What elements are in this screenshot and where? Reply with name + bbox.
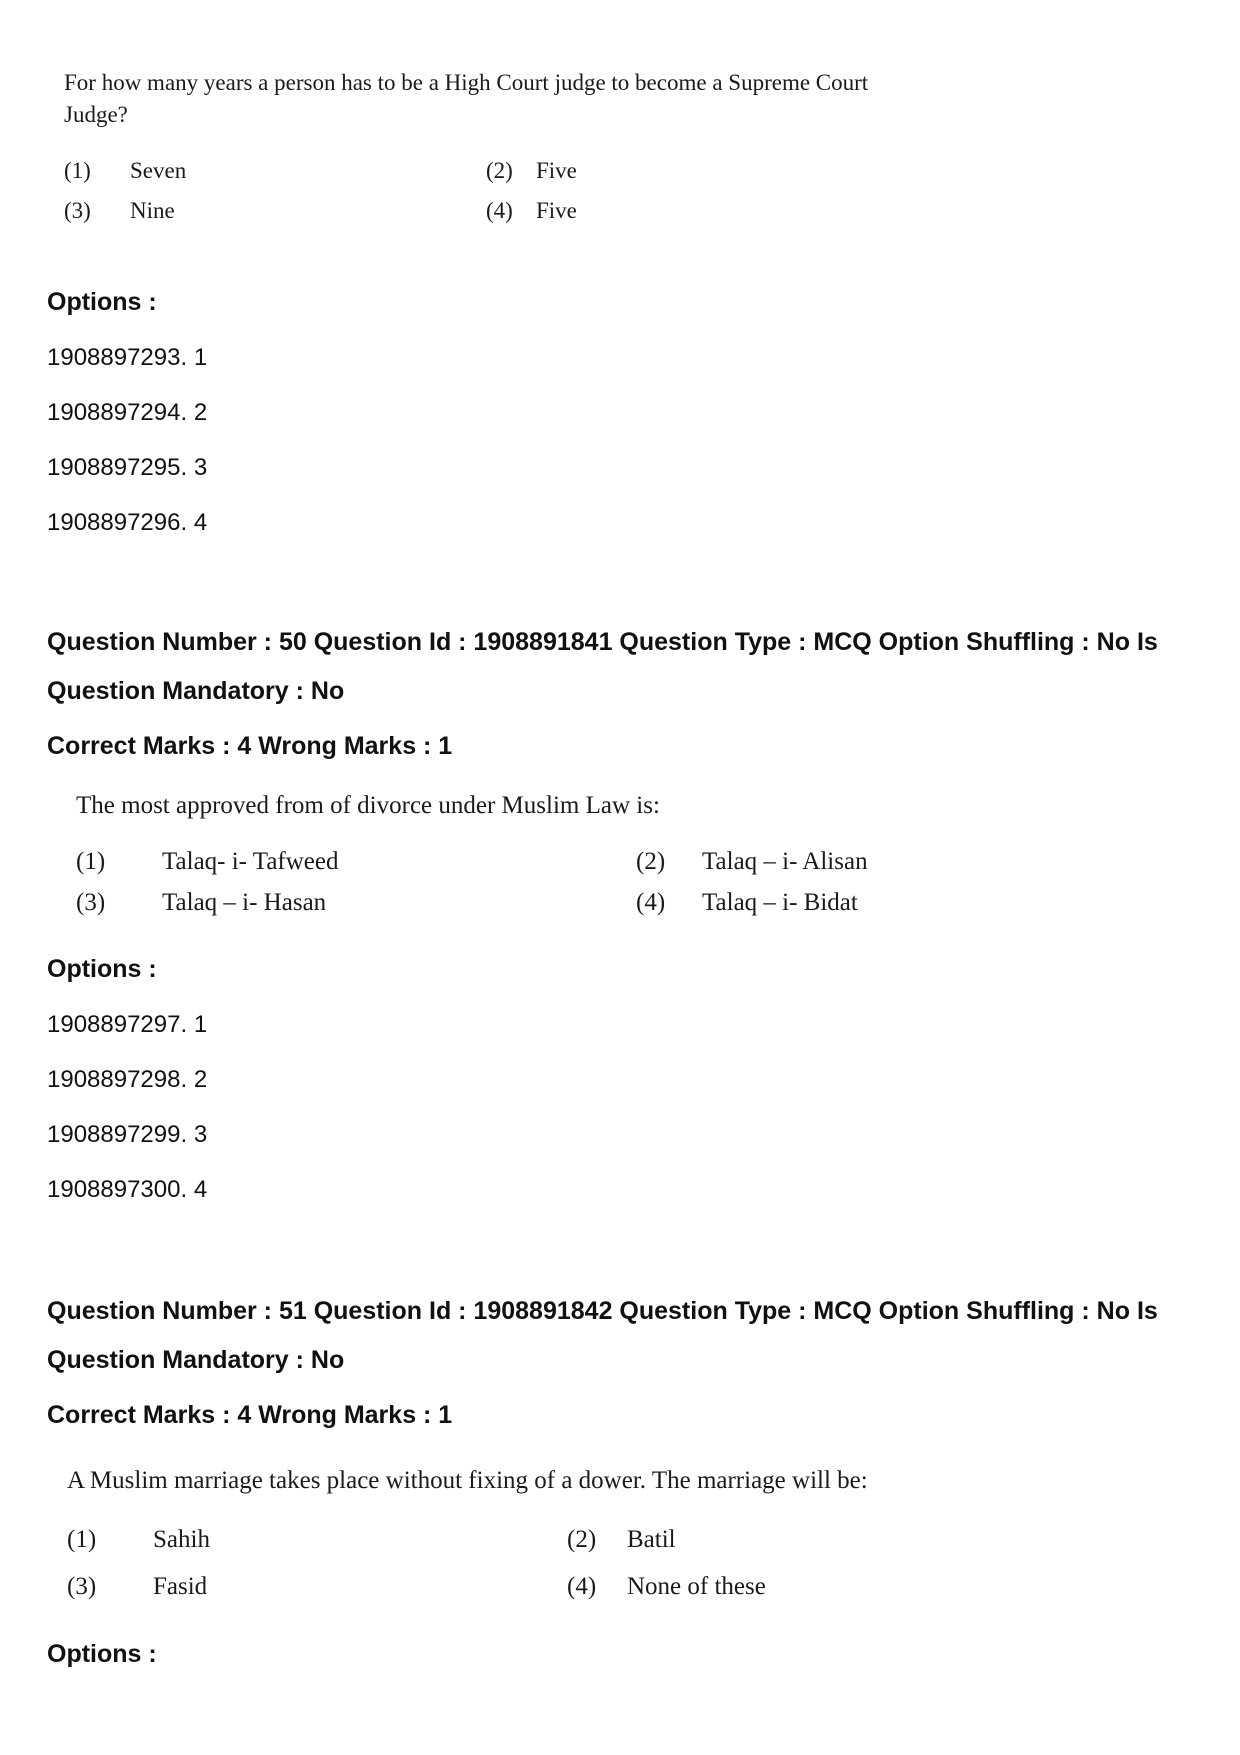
question-49-text-line-2: Judge?	[64, 102, 128, 127]
question-49-choice-4: (4) Five	[486, 198, 577, 223]
question-meta-line-2: Question Mandatory : No	[47, 677, 345, 705]
option-item: 1908897294. 2	[47, 399, 208, 426]
option-item: 1908897298. 2	[47, 1066, 208, 1093]
question-marks: Correct Marks : 4 Wrong Marks : 1	[47, 732, 453, 760]
question-49-choice-2: (2) Five	[486, 158, 577, 183]
question-meta-line-1: Question Number : 51 Question Id : 1908891842 Question Type : MCQ Option Shuffling : No Is	[47, 1297, 1158, 1325]
option-item: 1908897297. 1	[47, 1011, 208, 1038]
question-51-choice-4: (4) None of these	[567, 1573, 766, 1600]
question-49-text-line-1: For how many years a person has to be a High Court judge to become a Supreme Court	[64, 70, 869, 95]
question-51-text: A Muslim marriage takes place without fixing of a dower. The marriage will be:	[67, 1467, 868, 1494]
question-51-choice-2: (2) Batil	[567, 1526, 676, 1553]
question-51-choice-1: (1) Sahih	[67, 1526, 210, 1553]
question-meta-line-1: Question Number : 50 Question Id : 1908891841 Question Type : MCQ Option Shuffling : No Is	[47, 628, 1158, 656]
option-item: 1908897296. 4	[47, 509, 208, 536]
question-50-text: The most approved from of divorce under Muslim Law is:	[76, 792, 660, 819]
options-label: Options :	[47, 955, 157, 983]
option-item: 1908897293. 1	[47, 344, 208, 371]
question-50-choice-4: (4) Talaq – i- Bidat	[636, 889, 858, 916]
options-label: Options :	[47, 288, 157, 316]
options-label: Options :	[47, 1640, 157, 1668]
option-item: 1908897300. 4	[47, 1176, 208, 1203]
question-marks: Correct Marks : 4 Wrong Marks : 1	[47, 1401, 453, 1429]
option-item: 1908897299. 3	[47, 1121, 208, 1148]
question-50-choice-2: (2) Talaq – i- Alisan	[636, 848, 868, 875]
question-49-choice-1: (1) Seven	[64, 158, 187, 183]
option-item: 1908897295. 3	[47, 454, 208, 481]
question-50-choice-3: (3) Talaq – i- Hasan	[76, 889, 327, 916]
question-51-choice-3: (3) Fasid	[67, 1573, 208, 1600]
question-meta-line-2: Question Mandatory : No	[47, 1346, 345, 1374]
question-50-choice-1: (1) Talaq- i- Tafweed	[76, 848, 339, 875]
question-49-choice-3: (3) Nine	[64, 198, 175, 223]
